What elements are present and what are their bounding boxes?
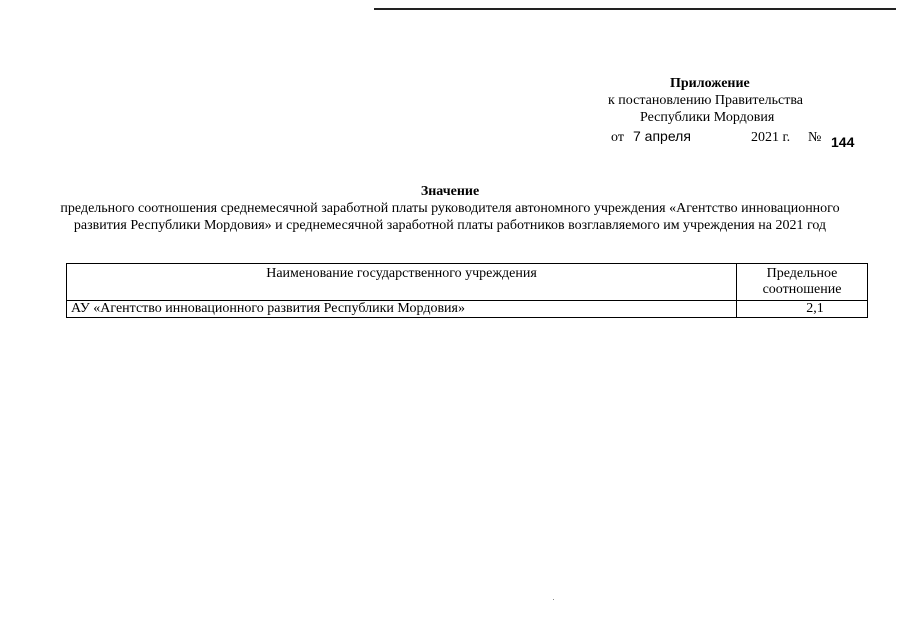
date-year: 2021 г. xyxy=(751,130,791,145)
appendix-republic-line: Республики Мордовия xyxy=(640,110,775,125)
scan-speck xyxy=(553,599,554,600)
appendix-title: Приложение xyxy=(670,76,750,91)
appendix-date-number-line xyxy=(611,128,861,150)
appendix-resolution-line: к постановлению Правительства xyxy=(608,93,804,108)
document-title-block xyxy=(60,183,840,234)
header-limit-ratio: Предельное соотношение xyxy=(737,264,868,301)
limit-ratio-cell: 2,1 xyxy=(737,301,868,318)
table-row xyxy=(67,301,868,318)
ratio-table xyxy=(66,263,868,318)
date-prefix: от xyxy=(611,130,624,145)
document-heading: Значение xyxy=(420,184,480,199)
document-subtitle: предельного соотношения среднемесячной заработной платы руководителя автономного учреждения «Агентство инновационного развития Республики Мордовия» и среднемесячной заработной платы работников возглавляемого им учреждения на 2021 год xyxy=(60,201,840,233)
top-border-line xyxy=(374,8,896,10)
resolution-number: 144 xyxy=(831,134,855,150)
table-header-row xyxy=(67,264,868,301)
handwritten-date: 7 апреля xyxy=(633,128,691,144)
institution-name-cell: АУ «Агентство инновационного развития Республики Мордовия» xyxy=(67,301,737,318)
header-institution-name: Наименование государственного учреждения xyxy=(67,264,737,301)
number-sign: № xyxy=(808,130,822,145)
